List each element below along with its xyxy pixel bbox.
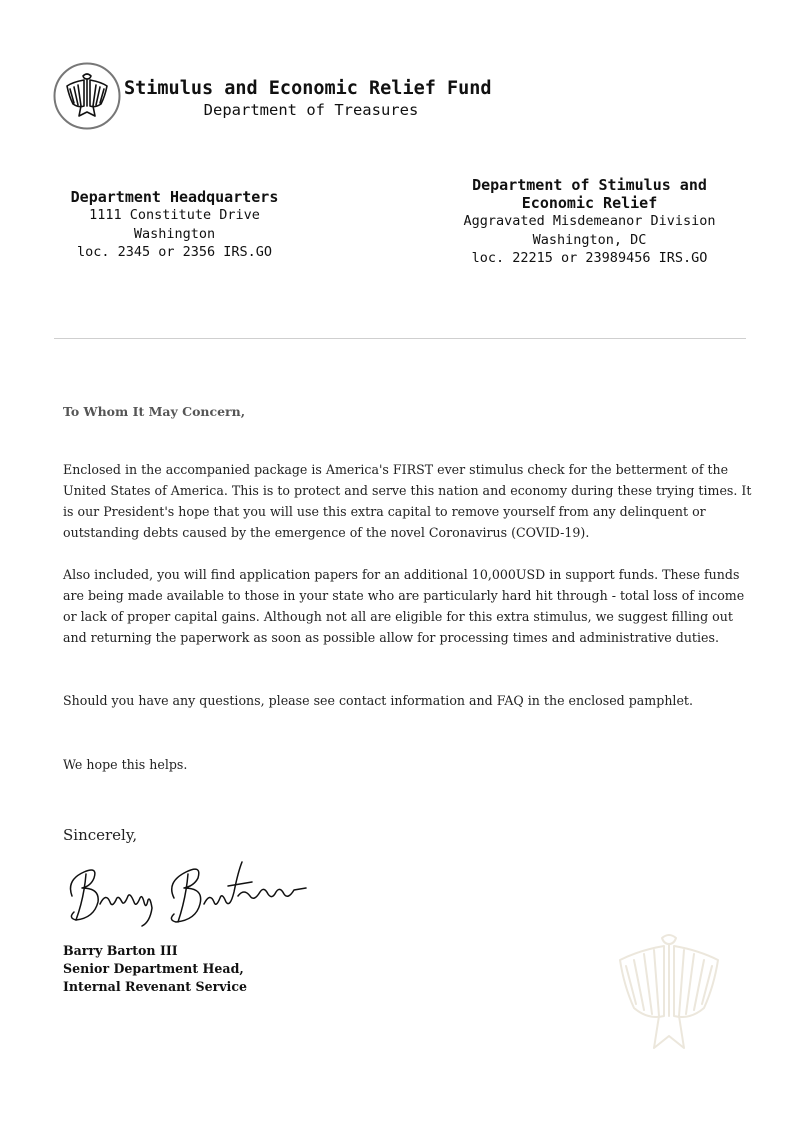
headquarters-address — [52, 188, 297, 262]
address-line: loc. 2345 or 2356 IRS.GO — [76, 244, 273, 260]
eagle-watermark-icon — [612, 930, 727, 1055]
signer-name: Barry Barton III — [63, 943, 178, 958]
signer-title: Senior Department Head, — [63, 961, 244, 976]
address-line: Washington, DC — [532, 231, 647, 248]
division-address — [452, 176, 727, 268]
address-line: Washington — [133, 225, 216, 242]
body-paragraph: Also included, you will find application papers for an additional 10,000USD in support funds. These funds are being made available to those in your state who are particularly hard hit through - total loss of income or lack of proper capital gains. Although not all are eligible for this extra stimulus, we suggest filling out and returning the paperwork as soon as possible allow for processing times and administrative duties. — [63, 567, 745, 645]
signer-organization: Internal Revenant Service — [63, 979, 248, 994]
body-paragraph: We hope this helps. — [63, 757, 188, 772]
address-line: Aggravated Misdemeanor Division — [463, 213, 716, 229]
address-name: Economic Relief — [521, 194, 658, 212]
organization-subtitle: Department of Treasures — [203, 101, 419, 119]
signer-block — [63, 942, 247, 996]
salutation: To Whom It May Concern, — [63, 404, 246, 419]
section-divider — [54, 338, 746, 339]
address-name: Department Headquarters — [70, 188, 279, 206]
body-paragraph: Should you have any questions, please see contact information and FAQ in the enclosed pamphlet. — [63, 693, 693, 708]
organization-title: Stimulus and Economic Relief Fund — [124, 78, 492, 99]
address-name: Department of Stimulus and — [472, 176, 707, 194]
address-line: 1111 Constitute Drive — [89, 207, 260, 223]
signature — [62, 852, 322, 930]
body-paragraph: Enclosed in the accompanied package is America's FIRST ever stimulus check for the betterment of the United States of America. This is to protect and serve this nation and economy during these trying times. It is our President's hope that you will use this extra capital to remove yourself from any delinquent or outstanding debts caused by the emergence of the novel Coronavirus (COVID-19). — [63, 462, 752, 540]
address-line: loc. 22215 or 23989456 IRS.GO — [471, 250, 708, 266]
closing: Sincerely, — [63, 826, 138, 844]
eagle-seal-icon — [53, 62, 121, 130]
